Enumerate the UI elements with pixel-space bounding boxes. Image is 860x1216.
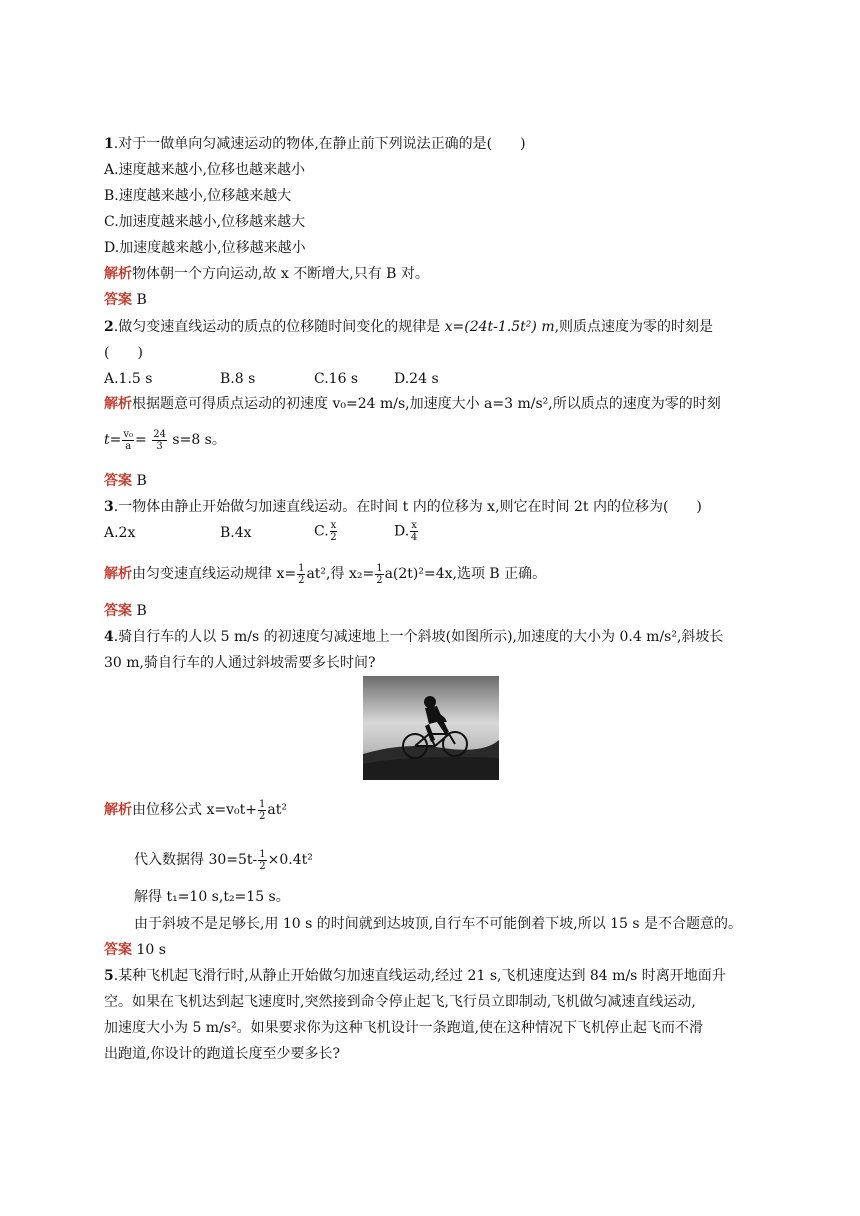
q1-number: 1 bbox=[104, 136, 114, 152]
q1-answer: 答案 B bbox=[104, 292, 147, 308]
answer-label: 答案 bbox=[104, 473, 132, 489]
q3-answer: 答案 B bbox=[104, 603, 147, 619]
q2-option-a: A.1.5 s bbox=[104, 371, 153, 387]
analysis-label: 解析 bbox=[104, 396, 132, 412]
fraction: $\frac{\text{v₀}}{a}$ bbox=[123, 428, 134, 452]
q2-answer: 答案 B bbox=[104, 473, 147, 489]
q4-answer: 答案 10 s bbox=[104, 942, 166, 958]
q4-stem-line2: 30 m,骑自行车的人通过斜坡需要多长时间? bbox=[104, 655, 376, 671]
answer-label: 答案 bbox=[104, 942, 132, 958]
q4-number: 4 bbox=[104, 629, 114, 645]
q4-solution: 解得 t₁=10 s,t₂=15 s。 bbox=[134, 889, 290, 905]
q2-paren: ( ) bbox=[104, 345, 143, 361]
q3-stem: 3.一物体由静止开始做匀加速直线运动。在时间 t 内的位移为 x,则它在时间 2t 内的位移为( ) bbox=[104, 499, 702, 515]
q1-analysis: 解析物体朝一个方向运动,故 x 不断增大,只有 B 对。 bbox=[104, 266, 429, 282]
q3-options bbox=[104, 520, 744, 546]
q2-option-b: B.8 s bbox=[220, 371, 256, 387]
q4-stem-line1: 4.骑自行车的人以 5 m/s 的初速度匀减速地上一个斜坡(如图所示),加速度的大小为 0.4 m/s²,斜坡长 bbox=[104, 629, 724, 645]
analysis-label: 解析 bbox=[104, 266, 132, 282]
q3-option-d: D. $\frac{x}{4}$ bbox=[394, 520, 418, 543]
q3-analysis: 解析由匀变速直线运动规律 x= $\frac{1}{2}$ at²,得 x₂= $\frac{1}{2}$ a(2t)²=4x,选项 B 正确。 bbox=[104, 562, 547, 586]
q5-line4: 出跑道,你设计的跑道长度至少要多长? bbox=[104, 1046, 340, 1062]
q1-option-b: B.速度越来越小,位移越来越大 bbox=[104, 188, 292, 204]
q4-note: 由于斜坡不是足够长,用 10 s 的时间就到达坡顶,自行车不可能倒着下坡,所以 15 s 是不合题意的。 bbox=[134, 916, 743, 932]
q3-option-c: C. $\frac{x}{2}$ bbox=[314, 520, 337, 543]
cyclist-photo bbox=[363, 676, 499, 780]
fraction: $\frac{24}{3}$ bbox=[153, 428, 166, 452]
q5-number: 5 bbox=[104, 968, 114, 984]
analysis-label: 解析 bbox=[104, 566, 132, 582]
q4-analysis: 解析由位移公式 x=v₀t+ $\frac{1}{2}$ at² bbox=[104, 798, 287, 822]
q2-option-d: D.24 s bbox=[394, 371, 439, 387]
q4-substitution: 代入数据得 30=5t- $\frac{1}{2}$ ×0.4t² bbox=[134, 848, 313, 872]
q2-option-c: C.16 s bbox=[314, 371, 359, 387]
q3-number: 3 bbox=[104, 499, 114, 515]
q5-line2: 空。如果在飞机达到起飞速度时,突然接到命令停止起飞,飞行员立即制动,飞机做匀减速直线运动, bbox=[104, 994, 696, 1010]
q5-line3: 加速度大小为 5 m/s²。如果要求你为这种飞机设计一条跑道,使在这种情况下飞机停止起飞而不滑 bbox=[104, 1020, 704, 1036]
q1-stem: 1.对于一做单向匀减速运动的物体,在静止前下列说法正确的是( ) bbox=[104, 136, 526, 152]
q2-stem: 2.做匀变速直线运动的质点的位移随时间变化的规律是 x=(24t-1.5t²) m,则质点速度为零的时刻是 bbox=[104, 319, 714, 335]
q2-analysis: 解析根据题意可得质点运动的初速度 v₀=24 m/s,加速度大小 a=3 m/s²,所以质点的速度为零的时刻 bbox=[104, 396, 721, 412]
q3-option-a: A.2x bbox=[104, 525, 136, 541]
q5-line1: 5.某种飞机起飞滑行时,从静止开始做匀加速直线运动,经过 21 s,飞机速度达到 84 m/s 时离开地面升 bbox=[104, 968, 726, 984]
q1-option-c: C.加速度越来越小,位移越来越大 bbox=[104, 214, 306, 230]
q1-option-a: A.速度越来越小,位移也越来越小 bbox=[104, 162, 306, 178]
analysis-label: 解析 bbox=[104, 802, 132, 818]
q2-calc: t= $\frac{\text{v₀}}{a}$ = $\frac{24}{3}$ s=8 s。 bbox=[104, 428, 226, 452]
q1-option-d: D.加速度越来越小,位移越来越小 bbox=[104, 240, 306, 256]
q3-option-b: B.4x bbox=[220, 525, 252, 541]
q2-number: 2 bbox=[104, 319, 114, 335]
answer-label: 答案 bbox=[104, 603, 132, 619]
answer-label: 答案 bbox=[104, 292, 132, 308]
